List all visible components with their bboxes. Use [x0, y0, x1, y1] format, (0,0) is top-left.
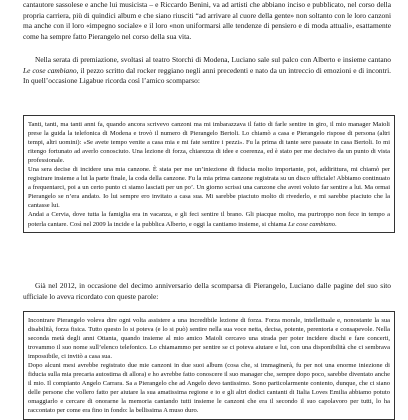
anniversario-paragraph: Già nel 2012, in occasione del decimo anniversario della scomparsa di Pierangelo, Luciano dalle pagine del suo sito ufficiale lo aveva ricordato con queste parole:	[23, 281, 391, 301]
quote1-p3-text-b: .	[335, 220, 337, 228]
quote2-paragraph-2: Dopo alcuni mesi avrebbe registrato due mie canzoni in due suoi album (cosa che, si immaginerà, fu per noi una enorme iniezione di fiducia sulla mia precaria autostima di allora) e ho avrebbe fatto conoscere il suo manager che, sempre dopo poco, sarebbe diventato anche il mio. Il compianto Angelo Carrara. Sa a Pierangelo che ad Angelo devo tantissimo. Sono particolarmente contento, dunque, che ci siano delle persone che vollero fatto per aiutare la sua amatissima regione e io e gli altri dodici cantanti di Italia Loves Emilia abbiamo potuto omaggiarlo e cercare di onorarne la memoria cantando tutti insieme le canzoni che era il secondo il suo capolavoro per tutti, lo ha raccontato per come era fino in fondo: la bellissima A muso duro.	[28, 362, 390, 415]
quote1-paragraph-1: Tanti, tanti, ma tanti anni fa, quando ancora scrivevo canzoni ma mi imbarazzava il fatto di farle sentire in giro, il mio manager Maioli prese la guida la telefonica di Modena e trovò il numero di Pierangelo Bertoli. Lo chiamò a casa e Pierangelo rispose di persona (altri tempi, altri uomini): «Se avete tempo venite a casa mia e mi fate sentire i pezzi». Fu la prima di tante sere passate in casa Bertoli. Io mi ritengo fortunato ad averlo conosciuto. Una lezione di forza, chiarezza di idee e coerenza, ed è stato per me decisivo da un punto di vista professionale.	[28, 121, 390, 165]
song-title: Le cose cambiano	[23, 65, 77, 75]
premiazione-text-a: Nella serata di premiazione, svoltasi al teatro Storchi di Modena, Luciano sale sul palco con Alberto e insieme cantano	[35, 55, 391, 64]
quote2-paragraph-1: Incontrare Pierangelo voleva dire ogni volta assistere a una incredibile lezione di forza. Forza morale, intellettuale e, nonostante la sua disabilità, forza fisica. Tutto questo lo si poteva (e lo si può) sentire nella sua voce netta, decisa, potente, perentoria e consapevole. Nella seconda metà degli anni Ottanta, quando insieme al mio amico Maioli cercavo una strada per poter incidere dischi e fare concerti, trovammo il suo nome sull’elenco telefonico. Lo chiamammo per sentire se ci poteva aiutare e lui, con una disponibilità che ci sembrava impossibile, ci invitò a casa sua.	[28, 317, 390, 361]
premiazione-text-b: , il pezzo scritto dal rocker reggiano negli anni precedenti e nato da un intreccio di emozioni e di incontri. In quell’occasione Ligabue ricorda così l’amico scomparso:	[23, 65, 391, 86]
quote1-paragraph-3	[28, 210, 390, 228]
quote1-p3-text-a: Andai a Cervia, dove tutta la famiglia era in vacanza, e gli feci sentire il brano. Gli piacque molto, ma purtroppo non fece in tempo a poterla cantare. Così nel 2009 la incide e la pubblica Alberto, e oggi la cantiamo insieme, si chiama	[28, 211, 390, 228]
premiazione-paragraph	[23, 55, 391, 87]
quote-box-sito	[23, 311, 395, 420]
quote-box-ligabue	[23, 115, 395, 233]
intro-paragraph: cantautore sassolese e anche lui musicista – e Riccardo Benini, va ad artisti che abbiano inciso e pubblicato, nel corso della propria carriera, più di quindici album e che siano riusciti “ad arrivare al cuore della gente» non soltanto con le loro canzoni ma anche con il loro «impegno sociale» e il loro «non uniformarsi alle tendenze di pensiero e di moda attuali», esattamente come ha sempre fatto Pierangelo nel corso della sua vita.	[23, 0, 391, 41]
quote1-song-title: Le cose cambiano	[288, 220, 336, 228]
quote1-paragraph-2: Una sera decise di incidere una mia canzone. È stata per me un’iniezione di fiducia molto importante, poi, addirittura, mi chiamò per registrare insieme a lui la parte finale, la coda della canzone. Fu la mia prima canzone registrata su un disco ufficiale! Abbiamo continuato a frequentarci, poi a un certo punto ci siamo lasciati per un po’. Un giorno scrissi una canzone che avrei voluto far sentire a lui. Ma ormai Pierangelo se n’era andato. Io lui sempre ero invitato a casa sua. Mi sarebbe piaciuto molto di rivederlo, e mi sarebbe piaciuto che la cantasse lui.	[28, 166, 390, 210]
